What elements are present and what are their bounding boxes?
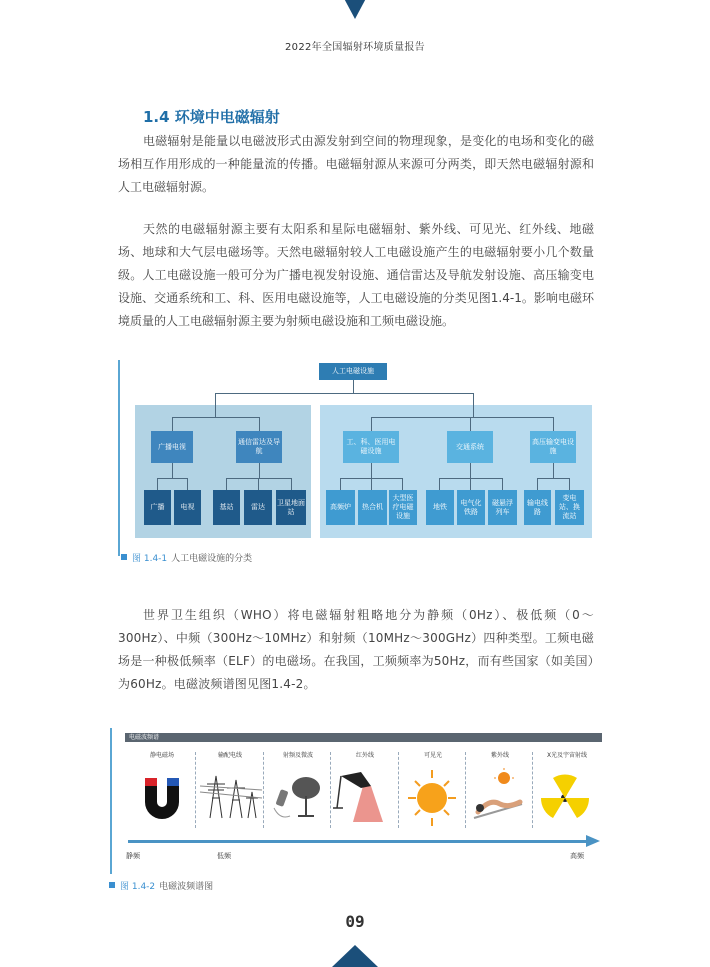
figure-accent-line — [110, 728, 112, 874]
caption-number: 图 1.4-1 — [132, 554, 168, 564]
node-transport: 交通系统 — [447, 431, 493, 463]
spectrum-banner-label: 电磁波频谱 — [129, 734, 160, 741]
band-static-field: 静电磁场 — [128, 752, 196, 828]
figure-caption-2 — [109, 879, 213, 892]
caption-text: 电磁波频谱图 — [159, 882, 214, 892]
radiation-icon — [533, 768, 601, 828]
node-root: 人工电磁设施 — [319, 363, 387, 380]
top-decoration — [331, 0, 379, 19]
bottom-decoration — [332, 945, 378, 967]
node-hv-power: 高压输变电设施 — [530, 431, 576, 463]
satellite-dish-icon — [264, 768, 330, 828]
power-tower-icon — [196, 768, 263, 828]
section-heading: 1.4 环境中电磁辐射 — [143, 108, 280, 126]
leaf-transmission-line: 输电线路 — [524, 490, 551, 525]
heat-lamp-icon — [331, 768, 398, 828]
leaf-medical-device: 大型医疗电磁设施 — [389, 490, 417, 525]
leaf-subway: 地铁 — [426, 490, 454, 525]
sunbather-icon — [466, 768, 533, 828]
figure-classification — [118, 360, 594, 570]
figure-caption-1 — [121, 551, 252, 564]
leaf-hf-furnace: 高频炉 — [326, 490, 355, 525]
caption-text: 人工电磁设施的分类 — [171, 554, 253, 564]
band-infrared: 红外线 — [331, 752, 399, 828]
node-industrial-medical: 工、科、医用电磁设施 — [343, 431, 399, 463]
magnet-icon — [128, 768, 196, 828]
axis-label-high: 高频 — [570, 852, 584, 860]
leaf-heat-sealer: 热合机 — [358, 490, 387, 525]
figure-accent-line — [118, 360, 120, 556]
band-xray-cosmic: X光及宇宙射线 — [533, 752, 601, 828]
paragraph-sources: 天然的电磁辐射源主要有太阳系和星际电磁辐射、紫外线、可见光、红外线、地磁场、地球和大气层电磁场等。天然电磁辐射较人工电磁设施产生的电磁辐射要小几个数量级。人工电磁设施一般可分为广播电视发射设施、通信雷达及导航发射设施、高压输变电设施、交通系统和工、科、医用电磁设施等，人工电磁设施的分类见图1.4-1。影响电磁环境质量的人工电磁辐射源主要为射频电磁设施和工频电磁设施。 — [118, 222, 594, 328]
spectrum-banner — [125, 733, 602, 742]
leaf-radar: 雷达 — [244, 490, 272, 525]
band-ultraviolet: 紫外线 — [466, 752, 534, 828]
node-broadcast-tv: 广播电视 — [151, 431, 193, 463]
page-number: 09 — [345, 912, 365, 931]
axis-label-low: 低频 — [217, 852, 231, 860]
paragraph-intro: 电磁辐射是能量以电磁波形式由源发射到空间的物理现象，是变化的电场和变化的磁场相互作用形成的一种能量流的传播。电磁辐射源从来源可分两类，即天然电磁辐射源和人工电磁辐射源。 — [118, 134, 594, 194]
band-power-lines: 输配电线 — [196, 752, 264, 828]
running-header: 2022年全国辐射环境质量报告 — [285, 42, 425, 53]
band-rf-microwave: 射频及微波 — [264, 752, 332, 828]
leaf-satellite-station: 卫星地面站 — [276, 490, 306, 525]
caption-marker-icon — [121, 554, 127, 560]
leaf-tv: 电视 — [174, 490, 201, 525]
axis-arrow-icon — [586, 835, 600, 847]
caption-marker-icon — [109, 882, 115, 888]
leaf-base-station: 基站 — [213, 490, 240, 525]
leaf-electric-railway: 电气化铁路 — [457, 490, 485, 525]
node-comm-radar-nav: 通信雷达及导航 — [236, 431, 282, 463]
leaf-maglev: 磁悬浮列车 — [488, 490, 517, 525]
band-visible-light: 可见光 — [399, 752, 467, 828]
leaf-broadcast: 广播 — [144, 490, 171, 525]
leaf-substation: 变电站、换流站 — [555, 490, 584, 525]
caption-number: 图 1.4-2 — [120, 882, 156, 892]
frequency-axis — [128, 840, 588, 843]
sun-icon — [399, 768, 465, 828]
paragraph-who: 世界卫生组织（WHO）将电磁辐射粗略地分为静频（0Hz）、极低频（0～300Hz）、中频（300Hz～10MHz）和射频（10MHz～300GHz）四种类型。工频电磁场是一种极低频率（ELF）的电磁场。在我国，工频频率为50Hz，而有些国家（如美国）为60Hz。电磁波频谱图见图1.4-2。 — [118, 608, 594, 691]
axis-label-static: 静频 — [126, 852, 140, 860]
